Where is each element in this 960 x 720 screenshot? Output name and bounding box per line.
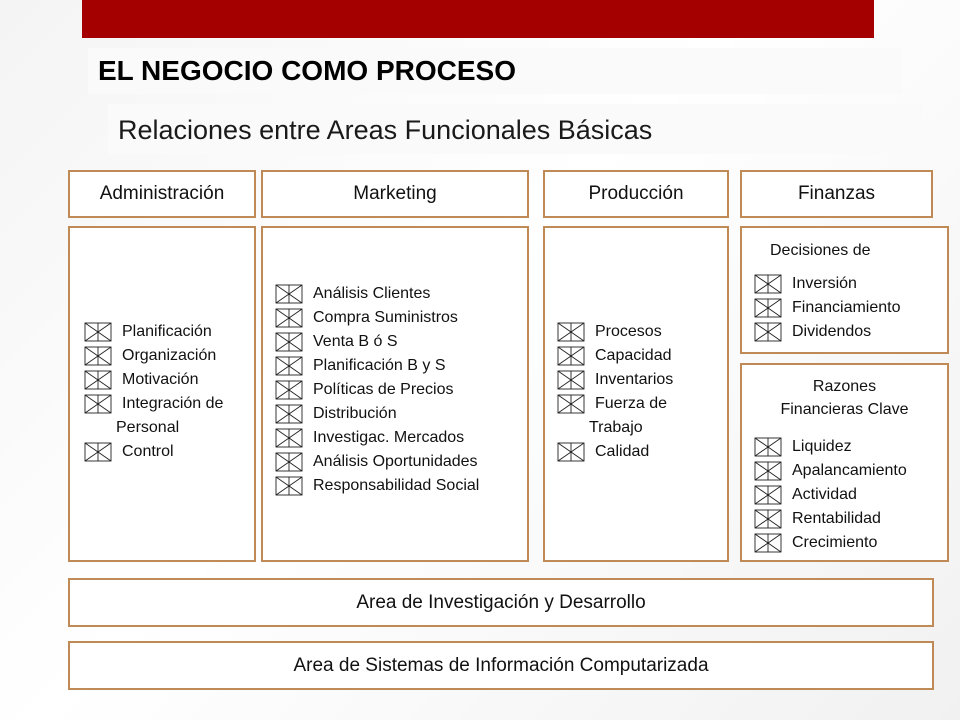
asterisk-box-icon (557, 394, 585, 414)
razones-list (754, 435, 907, 555)
list-item: Inventarios (557, 368, 673, 392)
investigacion-desarrollo-bar: Area de Investigación y Desarrollo (68, 578, 934, 627)
asterisk-box-icon (557, 370, 585, 390)
sistemas-informacion-bar: Area de Sistemas de Información Computarizada (68, 641, 934, 690)
header-produccion: Producción (543, 170, 729, 218)
asterisk-box-icon (84, 394, 112, 414)
asterisk-box-icon (275, 428, 303, 448)
asterisk-box-icon (275, 332, 303, 352)
asterisk-box-icon (84, 346, 112, 366)
asterisk-box-icon (84, 322, 112, 342)
list-item-continuation: Trabajo (589, 419, 643, 436)
asterisk-box-icon (754, 322, 782, 342)
header-marketing: Marketing (261, 170, 529, 218)
asterisk-box-icon (275, 476, 303, 496)
list-item: Análisis Oportunidades (275, 450, 479, 474)
list-item: Compra Suministros (275, 306, 479, 330)
asterisk-box-icon (754, 298, 782, 318)
list-item: Financiamiento (754, 296, 901, 320)
asterisk-box-icon (557, 442, 585, 462)
produccion-list (557, 320, 673, 464)
razones-heading-line1: Razones (812, 378, 877, 395)
administracion-panel (68, 226, 256, 562)
marketing-list (275, 282, 479, 498)
list-item: Apalancamiento (754, 459, 907, 483)
produccion-panel (543, 226, 729, 562)
list-item: Capacidad (557, 344, 673, 368)
list-item: Integración de (84, 392, 223, 416)
list-item: Políticas de Precios (275, 378, 479, 402)
asterisk-box-icon (275, 404, 303, 424)
list-item: Actividad (754, 483, 907, 507)
list-item: Distribución (275, 402, 479, 426)
asterisk-box-icon (84, 442, 112, 462)
asterisk-box-icon (275, 356, 303, 376)
list-item: Control (84, 440, 223, 464)
list-item: Dividendos (754, 320, 901, 344)
list-item: Motivación (84, 368, 223, 392)
list-item: Planificación B y S (275, 354, 479, 378)
list-item: Calidad (557, 440, 673, 464)
header-administracion: Administración (68, 170, 256, 218)
top-accent-bar (82, 0, 874, 38)
header-finanzas: Finanzas (740, 170, 933, 218)
asterisk-box-icon (754, 437, 782, 457)
asterisk-box-icon (275, 308, 303, 328)
asterisk-box-icon (84, 370, 112, 390)
list-item: Crecimiento (754, 531, 907, 555)
decisiones-list (754, 272, 901, 344)
asterisk-box-icon (754, 533, 782, 553)
list-item: Rentabilidad (754, 507, 907, 531)
asterisk-box-icon (275, 380, 303, 400)
list-item: Planificación (84, 320, 223, 344)
list-item: Organización (84, 344, 223, 368)
asterisk-box-icon (275, 452, 303, 472)
list-item: Fuerza de (557, 392, 673, 416)
marketing-panel (261, 226, 529, 562)
asterisk-box-icon (754, 461, 782, 481)
asterisk-box-icon (754, 509, 782, 529)
asterisk-box-icon (557, 322, 585, 342)
slide-title: EL NEGOCIO COMO PROCESO (88, 48, 902, 94)
list-item: Liquidez (754, 435, 907, 459)
list-item: Inversión (754, 272, 901, 296)
list-item: Responsabilidad Social (275, 474, 479, 498)
list-item: Venta B ó S (275, 330, 479, 354)
list-item: Análisis Clientes (275, 282, 479, 306)
razones-heading-line2: Financieras Clave (780, 401, 909, 418)
list-item-continuation: Personal (116, 419, 180, 436)
slide-subtitle: Relaciones entre Areas Funcionales Básicas (108, 104, 922, 154)
asterisk-box-icon (275, 284, 303, 304)
finanzas-razones-panel (740, 363, 949, 562)
list-item: Investigac. Mercados (275, 426, 479, 450)
asterisk-box-icon (754, 274, 782, 294)
administracion-list (84, 320, 223, 464)
finanzas-decisiones-panel (740, 226, 949, 354)
asterisk-box-icon (754, 485, 782, 505)
asterisk-box-icon (557, 346, 585, 366)
list-item: Procesos (557, 320, 673, 344)
decisiones-heading: Decisiones de (770, 242, 871, 259)
